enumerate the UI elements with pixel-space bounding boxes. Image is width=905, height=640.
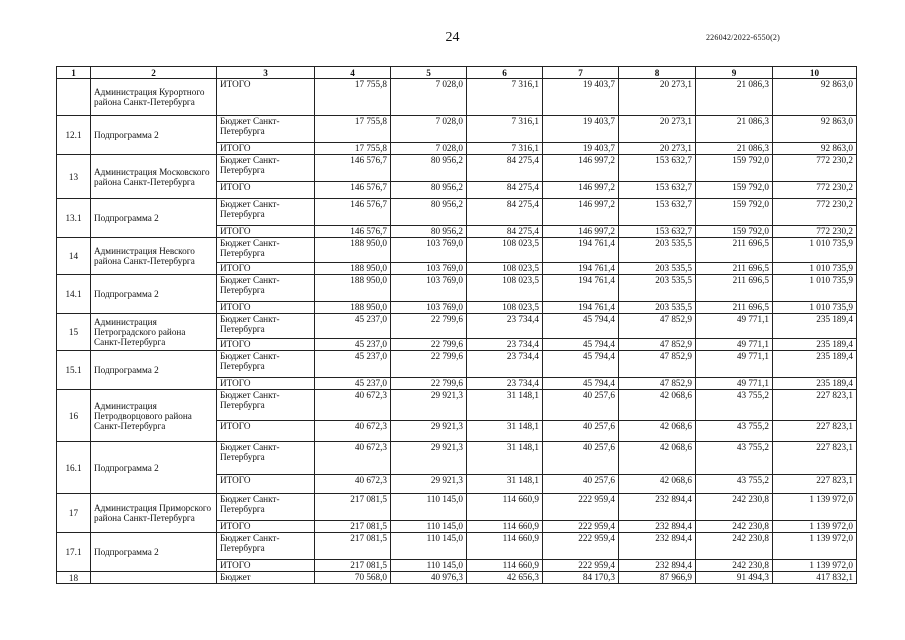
amount-cell: 47 852,9: [619, 378, 696, 390]
amount-cell: 203 535,5: [619, 302, 696, 314]
table-row: [57, 238, 857, 263]
amount-cell: 153 632,7: [619, 226, 696, 238]
amount-cell: 80 956,2: [391, 226, 467, 238]
amount-cell: 43 755,2: [696, 421, 773, 442]
amount-cell: 242 230,8: [696, 533, 773, 560]
table-row: [57, 572, 857, 584]
amount-cell: 146 997,2: [543, 226, 619, 238]
funding-source: ИТОГО: [217, 560, 315, 572]
amount-cell: 84 275,4: [467, 199, 543, 226]
amount-cell: 1 139 972,0: [773, 533, 857, 560]
amount-cell: 222 959,4: [543, 494, 619, 521]
amount-cell: 235 189,4: [773, 378, 857, 390]
row-number: 13: [57, 155, 91, 199]
funding-source: Бюджет Санкт-Петербурга: [217, 442, 315, 475]
amount-cell: 194 761,4: [543, 275, 619, 302]
amount-cell: 108 023,5: [467, 275, 543, 302]
funding-source: ИТОГО: [217, 226, 315, 238]
amount-cell: 21 086,3: [696, 116, 773, 143]
header-cell: 7: [543, 67, 619, 79]
amount-cell: 7 028,0: [391, 79, 467, 116]
executor-name: Администрация Приморского района Санкт-Петербурга: [91, 494, 217, 533]
amount-cell: 188 950,0: [315, 275, 391, 302]
table-row: [57, 314, 857, 339]
funding-source: Бюджет Санкт-Петербурга: [217, 275, 315, 302]
funding-source: Бюджет Санкт-Петербурга: [217, 533, 315, 560]
amount-cell: 188 950,0: [315, 302, 391, 314]
amount-cell: 146 576,7: [315, 226, 391, 238]
amount-cell: 7 316,1: [467, 116, 543, 143]
header-cell: 4: [315, 67, 391, 79]
funding-source: Бюджет Санкт-Петербурга: [217, 314, 315, 339]
funding-source: ИТОГО: [217, 143, 315, 155]
amount-cell: 772 230,2: [773, 155, 857, 182]
amount-cell: 1 139 972,0: [773, 494, 857, 521]
amount-cell: 194 761,4: [543, 263, 619, 275]
amount-cell: 80 956,2: [391, 182, 467, 199]
amount-cell: 21 086,3: [696, 143, 773, 155]
amount-cell: 222 959,4: [543, 533, 619, 560]
amount-cell: 70 568,0: [315, 572, 391, 584]
amount-cell: 7 316,1: [467, 143, 543, 155]
amount-cell: 159 792,0: [696, 155, 773, 182]
funding-source: ИТОГО: [217, 263, 315, 275]
table-row: [57, 533, 857, 560]
amount-cell: 108 023,5: [467, 302, 543, 314]
amount-cell: 47 852,9: [619, 314, 696, 339]
row-number: 15: [57, 314, 91, 351]
executor-name: Подпрограмма 2: [91, 442, 217, 494]
amount-cell: 146 576,7: [315, 199, 391, 226]
executor-name: Администрация Курортного района Санкт-Петербурга: [91, 79, 217, 116]
table-row: [57, 494, 857, 521]
amount-cell: 211 696,5: [696, 263, 773, 275]
header-cell: 10: [773, 67, 857, 79]
amount-cell: 22 799,6: [391, 378, 467, 390]
header-cell: 3: [217, 67, 315, 79]
funding-source: Бюджет Санкт-Петербурга: [217, 390, 315, 421]
amount-cell: 40 672,3: [315, 475, 391, 494]
amount-cell: 42 068,6: [619, 390, 696, 421]
document-reference: 226042/2022-6550(2): [705, 33, 780, 42]
amount-cell: 232 894,4: [619, 533, 696, 560]
amount-cell: 49 771,1: [696, 378, 773, 390]
amount-cell: 40 257,6: [543, 475, 619, 494]
funding-source: ИТОГО: [217, 475, 315, 494]
amount-cell: 40 257,6: [543, 390, 619, 421]
funding-source: Бюджет Санкт-Петербурга: [217, 494, 315, 521]
executor-name: Администрация Петроградского района Санкт-Петербурга: [91, 314, 217, 351]
row-number: 14.1: [57, 275, 91, 314]
amount-cell: 45 237,0: [315, 378, 391, 390]
amount-cell: 43 755,2: [696, 390, 773, 421]
amount-cell: 159 792,0: [696, 182, 773, 199]
amount-cell: 22 799,6: [391, 339, 467, 351]
funding-source: Бюджет Санкт-Петербурга: [217, 351, 315, 378]
amount-cell: 211 696,5: [696, 238, 773, 263]
amount-cell: 1 010 735,9: [773, 263, 857, 275]
amount-cell: 49 771,1: [696, 314, 773, 339]
amount-cell: 92 863,0: [773, 116, 857, 143]
funding-source: ИТОГО: [217, 182, 315, 199]
table-row: [57, 390, 857, 421]
amount-cell: 227 823,1: [773, 390, 857, 421]
row-number: 17: [57, 494, 91, 533]
amount-cell: 29 921,3: [391, 442, 467, 475]
amount-cell: 242 230,8: [696, 521, 773, 533]
amount-cell: 42 068,6: [619, 421, 696, 442]
amount-cell: 40 672,3: [315, 390, 391, 421]
table-row: [57, 79, 857, 116]
amount-cell: 188 950,0: [315, 238, 391, 263]
amount-cell: 153 632,7: [619, 155, 696, 182]
amount-cell: 20 273,1: [619, 79, 696, 116]
amount-cell: 114 660,9: [467, 521, 543, 533]
header-cell: 6: [467, 67, 543, 79]
table-row: [57, 116, 857, 143]
amount-cell: 227 823,1: [773, 442, 857, 475]
amount-cell: 211 696,5: [696, 302, 773, 314]
amount-cell: 108 023,5: [467, 263, 543, 275]
amount-cell: 29 921,3: [391, 421, 467, 442]
amount-cell: 242 230,8: [696, 560, 773, 572]
amount-cell: 20 273,1: [619, 116, 696, 143]
amount-cell: 159 792,0: [696, 226, 773, 238]
amount-cell: 42 068,6: [619, 442, 696, 475]
row-number: 17.1: [57, 533, 91, 572]
amount-cell: 242 230,8: [696, 494, 773, 521]
amount-cell: 91 494,3: [696, 572, 773, 584]
amount-cell: 772 230,2: [773, 226, 857, 238]
amount-cell: 84 275,4: [467, 182, 543, 199]
amount-cell: 31 148,1: [467, 442, 543, 475]
amount-cell: 23 734,4: [467, 314, 543, 339]
amount-cell: 110 145,0: [391, 560, 467, 572]
amount-cell: 7 316,1: [467, 79, 543, 116]
amount-cell: 29 921,3: [391, 475, 467, 494]
amount-cell: 114 660,9: [467, 533, 543, 560]
funding-source: Бюджет: [217, 572, 315, 584]
amount-cell: 1 139 972,0: [773, 521, 857, 533]
amount-cell: 222 959,4: [543, 521, 619, 533]
amount-cell: 45 794,4: [543, 351, 619, 378]
amount-cell: 42 656,3: [467, 572, 543, 584]
executor-name: Подпрограмма 2: [91, 351, 217, 390]
amount-cell: 222 959,4: [543, 560, 619, 572]
amount-cell: 203 535,5: [619, 263, 696, 275]
header-cell: 5: [391, 67, 467, 79]
row-number: 18: [57, 572, 91, 584]
amount-cell: 235 189,4: [773, 339, 857, 351]
funding-source: ИТОГО: [217, 302, 315, 314]
amount-cell: 211 696,5: [696, 275, 773, 302]
amount-cell: 188 950,0: [315, 263, 391, 275]
amount-cell: 203 535,5: [619, 238, 696, 263]
header-row: [57, 67, 857, 79]
executor-name: [91, 572, 217, 584]
amount-cell: 23 734,4: [467, 378, 543, 390]
amount-cell: 22 799,6: [391, 351, 467, 378]
funding-source: ИТОГО: [217, 79, 315, 116]
amount-cell: 84 275,4: [467, 226, 543, 238]
amount-cell: 114 660,9: [467, 560, 543, 572]
executor-name: Подпрограмма 2: [91, 275, 217, 314]
amount-cell: 235 189,4: [773, 314, 857, 339]
funding-source: ИТОГО: [217, 421, 315, 442]
amount-cell: 108 023,5: [467, 238, 543, 263]
amount-cell: 1 010 735,9: [773, 238, 857, 263]
amount-cell: 110 145,0: [391, 521, 467, 533]
funding-source: Бюджет Санкт-Петербурга: [217, 199, 315, 226]
amount-cell: 217 081,5: [315, 494, 391, 521]
amount-cell: 40 976,3: [391, 572, 467, 584]
amount-cell: 45 237,0: [315, 314, 391, 339]
table-row: [57, 351, 857, 378]
page-number: 24: [445, 30, 460, 45]
amount-cell: 146 576,7: [315, 182, 391, 199]
amount-cell: 153 632,7: [619, 199, 696, 226]
executor-name: Администрация Петродворцового района Санкт-Петербурга: [91, 390, 217, 442]
header-cell: 2: [91, 67, 217, 79]
amount-cell: 22 799,6: [391, 314, 467, 339]
amount-cell: 114 660,9: [467, 494, 543, 521]
amount-cell: 92 863,0: [773, 143, 857, 155]
budget-table: [56, 66, 857, 584]
amount-cell: 40 257,6: [543, 421, 619, 442]
funding-source: Бюджет Санкт-Петербурга: [217, 155, 315, 182]
amount-cell: 19 403,7: [543, 79, 619, 116]
funding-source: ИТОГО: [217, 378, 315, 390]
amount-cell: 7 028,0: [391, 143, 467, 155]
row-number: 15.1: [57, 351, 91, 390]
amount-cell: 417 832,1: [773, 572, 857, 584]
amount-cell: 20 273,1: [619, 143, 696, 155]
header-cell: 8: [619, 67, 696, 79]
executor-name: Администрация Невского района Санкт-Петербурга: [91, 238, 217, 275]
amount-cell: 217 081,5: [315, 521, 391, 533]
table-body: [57, 67, 857, 584]
amount-cell: 49 771,1: [696, 351, 773, 378]
amount-cell: 40 257,6: [543, 442, 619, 475]
amount-cell: 103 769,0: [391, 302, 467, 314]
executor-name: Администрация Московского района Санкт-Петербурга: [91, 155, 217, 199]
amount-cell: 17 755,8: [315, 143, 391, 155]
amount-cell: 40 672,3: [315, 421, 391, 442]
amount-cell: 42 068,6: [619, 475, 696, 494]
amount-cell: 1 010 735,9: [773, 275, 857, 302]
amount-cell: 92 863,0: [773, 79, 857, 116]
executor-name: Подпрограмма 2: [91, 533, 217, 572]
amount-cell: 87 966,9: [619, 572, 696, 584]
amount-cell: 17 755,8: [315, 79, 391, 116]
amount-cell: 17 755,8: [315, 116, 391, 143]
amount-cell: 103 769,0: [391, 263, 467, 275]
amount-cell: 217 081,5: [315, 560, 391, 572]
executor-name: Подпрограмма 2: [91, 199, 217, 238]
amount-cell: 45 794,4: [543, 339, 619, 351]
amount-cell: 49 771,1: [696, 339, 773, 351]
amount-cell: 31 148,1: [467, 421, 543, 442]
amount-cell: 146 576,7: [315, 155, 391, 182]
amount-cell: 232 894,4: [619, 521, 696, 533]
row-number: 16: [57, 390, 91, 442]
amount-cell: 80 956,2: [391, 199, 467, 226]
amount-cell: 153 632,7: [619, 182, 696, 199]
header-cell: 9: [696, 67, 773, 79]
amount-cell: 232 894,4: [619, 560, 696, 572]
table-row: [57, 442, 857, 475]
amount-cell: 45 237,0: [315, 351, 391, 378]
amount-cell: 103 769,0: [391, 275, 467, 302]
table-row: [57, 275, 857, 302]
amount-cell: 232 894,4: [619, 494, 696, 521]
amount-cell: 217 081,5: [315, 533, 391, 560]
amount-cell: 31 148,1: [467, 475, 543, 494]
amount-cell: 23 734,4: [467, 339, 543, 351]
amount-cell: 146 997,2: [543, 155, 619, 182]
table-row: [57, 155, 857, 182]
funding-source: ИТОГО: [217, 521, 315, 533]
amount-cell: 19 403,7: [543, 116, 619, 143]
row-number: 13.1: [57, 199, 91, 238]
amount-cell: 31 148,1: [467, 390, 543, 421]
amount-cell: 21 086,3: [696, 79, 773, 116]
amount-cell: 7 028,0: [391, 116, 467, 143]
amount-cell: 110 145,0: [391, 494, 467, 521]
header-cell: 1: [57, 67, 91, 79]
amount-cell: 103 769,0: [391, 238, 467, 263]
amount-cell: 47 852,9: [619, 339, 696, 351]
amount-cell: 80 956,2: [391, 155, 467, 182]
amount-cell: 29 921,3: [391, 390, 467, 421]
funding-source: Бюджет Санкт-Петербурга: [217, 116, 315, 143]
amount-cell: 110 145,0: [391, 533, 467, 560]
amount-cell: 1 010 735,9: [773, 302, 857, 314]
amount-cell: 194 761,4: [543, 302, 619, 314]
executor-name: Подпрограмма 2: [91, 116, 217, 155]
amount-cell: 19 403,7: [543, 143, 619, 155]
amount-cell: 45 237,0: [315, 339, 391, 351]
funding-source: ИТОГО: [217, 339, 315, 351]
amount-cell: 45 794,4: [543, 378, 619, 390]
row-number: [57, 79, 91, 116]
amount-cell: 772 230,2: [773, 199, 857, 226]
amount-cell: 45 794,4: [543, 314, 619, 339]
funding-source: Бюджет Санкт-Петербурга: [217, 238, 315, 263]
amount-cell: 23 734,4: [467, 351, 543, 378]
row-number: 12.1: [57, 116, 91, 155]
amount-cell: 47 852,9: [619, 351, 696, 378]
amount-cell: 235 189,4: [773, 351, 857, 378]
amount-cell: 146 997,2: [543, 182, 619, 199]
amount-cell: 203 535,5: [619, 275, 696, 302]
amount-cell: 194 761,4: [543, 238, 619, 263]
amount-cell: 84 275,4: [467, 155, 543, 182]
amount-cell: 43 755,2: [696, 442, 773, 475]
amount-cell: 227 823,1: [773, 475, 857, 494]
amount-cell: 84 170,3: [543, 572, 619, 584]
amount-cell: 40 672,3: [315, 442, 391, 475]
amount-cell: 159 792,0: [696, 199, 773, 226]
amount-cell: 1 139 972,0: [773, 560, 857, 572]
amount-cell: 227 823,1: [773, 421, 857, 442]
table-row: [57, 199, 857, 226]
row-number: 14: [57, 238, 91, 275]
amount-cell: 43 755,2: [696, 475, 773, 494]
row-number: 16.1: [57, 442, 91, 494]
amount-cell: 772 230,2: [773, 182, 857, 199]
amount-cell: 146 997,2: [543, 199, 619, 226]
